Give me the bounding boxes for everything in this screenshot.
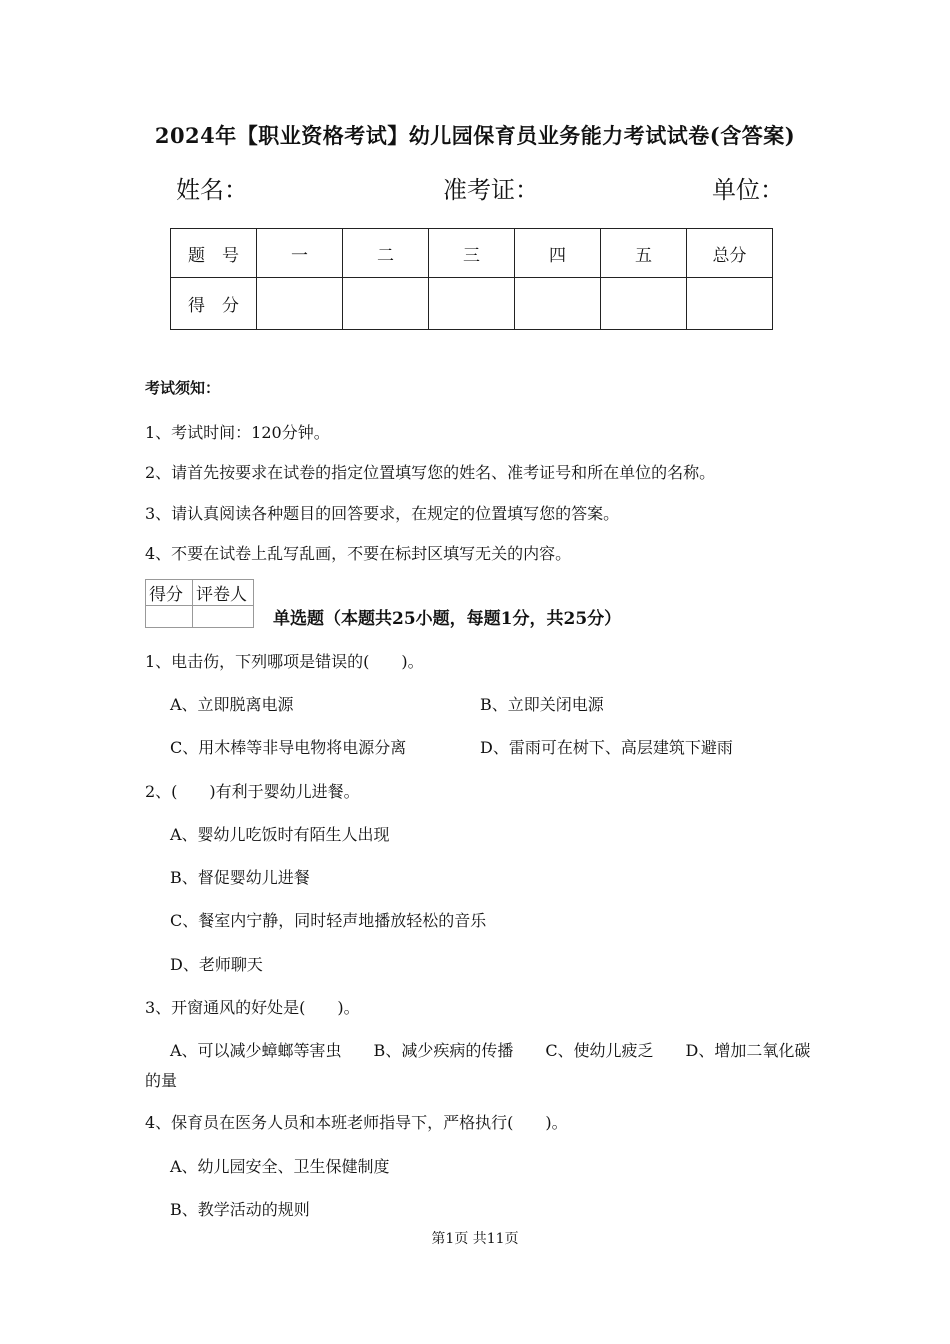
question-option: B、立即关闭电源 [480, 695, 604, 714]
question-option: A、幼儿园安全、卫生保健制度 [170, 1157, 390, 1176]
notice-heading: 考试须知： [145, 379, 221, 397]
score-cell [515, 278, 601, 330]
score-cell [257, 278, 343, 330]
question-option: A、立即脱离电源 [170, 695, 294, 714]
question-options-line: A、可以减少蟑螂等害虫 B、减少疾病的传播 C、使幼儿疲乏 D、增加二氧化碳 [170, 1041, 811, 1060]
score-row-label: 得 分 [171, 278, 257, 330]
notice-item: 4、不要在试卷上乱写乱画，不要在标封区填写无关的内容。 [145, 544, 572, 563]
score-table-header: 二 [343, 229, 429, 278]
page-title: 2024年【职业资格考试】幼儿园保育员业务能力考试试卷(含答案) [154, 123, 796, 148]
notice-item: 2、请首先按要求在试卷的指定位置填写您的姓名、准考证号和所在单位的名称。 [145, 463, 716, 482]
grader-name-cell [193, 606, 254, 628]
unit-field-label: 单位： [712, 176, 784, 204]
question-option: C、餐室内宁静，同时轻声地播放轻松的音乐 [170, 911, 487, 930]
score-table-header: 四 [515, 229, 601, 278]
question-option: D、老师聊天 [170, 955, 263, 974]
page-footer: 第1页 共11页 [431, 1231, 519, 1247]
section-title: 单选题（本题共25小题，每题1分，共25分） [273, 609, 622, 629]
score-table-header: 题 号 [171, 229, 257, 278]
score-cell [343, 278, 429, 330]
question-options-wrap: 的量 [145, 1071, 178, 1090]
score-table-header: 一 [257, 229, 343, 278]
score-cell [429, 278, 515, 330]
score-table-header: 三 [429, 229, 515, 278]
question-option: A、婴幼儿吃饭时有陌生人出现 [170, 825, 390, 844]
score-cell [601, 278, 687, 330]
question-option: B、督促婴幼儿进餐 [170, 868, 310, 887]
grader-name-label: 评卷人 [193, 580, 254, 606]
question-stem: 4、保育员在医务人员和本班老师指导下，严格执行( )。 [145, 1113, 568, 1132]
name-field-label: 姓名： [176, 176, 248, 204]
score-cell [687, 278, 773, 330]
score-table-header-row [171, 229, 773, 278]
question-option: B、教学活动的规则 [170, 1200, 310, 1219]
exam-number-field-label: 准考证： [443, 176, 539, 204]
score-table-header: 五 [601, 229, 687, 278]
question-option: C、用木棒等非导电物将电源分离 [170, 738, 407, 757]
score-table-header: 总分 [687, 229, 773, 278]
question-stem: 2、( )有利于婴幼儿进餐。 [145, 782, 360, 801]
score-table [170, 228, 773, 330]
score-table-score-row [171, 278, 773, 330]
notice-item: 3、请认真阅读各种题目的回答要求，在规定的位置填写您的答案。 [145, 504, 620, 523]
grader-table [145, 579, 254, 628]
notice-item: 1、考试时间：120分钟。 [145, 423, 330, 442]
question-stem: 1、电击伤，下列哪项是错误的( )。 [145, 652, 424, 671]
grader-score-cell [146, 606, 193, 628]
grader-score-label: 得分 [146, 580, 193, 606]
question-stem: 3、开窗通风的好处是( )。 [145, 998, 360, 1017]
question-option: D、雷雨可在树下、高层建筑下避雨 [480, 738, 733, 757]
